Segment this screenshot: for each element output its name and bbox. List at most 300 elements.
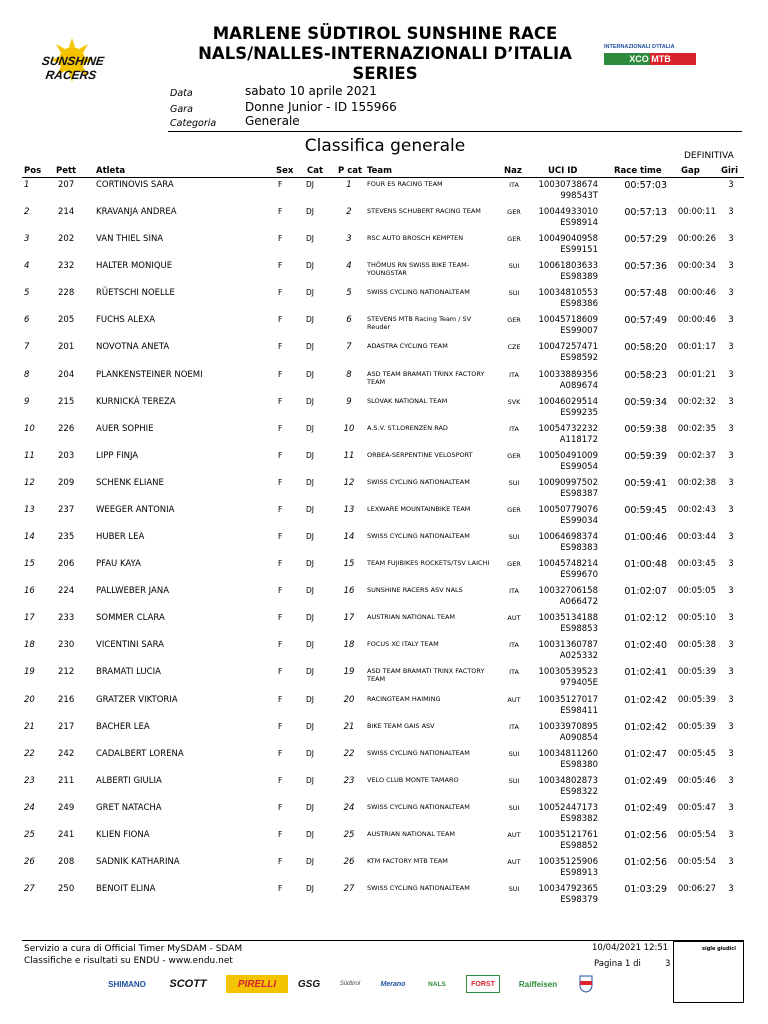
row-gap: 00:05:10 (677, 613, 716, 624)
sponsor-nals: NALS (428, 980, 446, 988)
row-uci-id-line1: 10052447173 (538, 802, 598, 813)
row-pcat: 13 (343, 504, 355, 515)
row-team: VELO CLUB MONTE TAMARO (367, 775, 459, 784)
row-uci-id-line2: ES98592 (560, 353, 598, 364)
row-naz: ITA (509, 587, 519, 596)
row-gap: 00:02:35 (677, 423, 716, 434)
row-giri: 3 (728, 504, 734, 515)
gara-value: Donne Junior - ID 155966 (245, 100, 397, 114)
sponsor-scott: SCOTT (169, 978, 207, 990)
row-naz: GER (507, 451, 521, 460)
row-gap: 00:00:11 (677, 207, 716, 218)
row-uci-id-line1: 10046029514 (538, 396, 598, 407)
row-athlete: RÜETSCHI NOELLE (96, 288, 175, 299)
sponsor-sudtirol: Südtirol (339, 981, 361, 987)
row-sex: F (278, 667, 283, 677)
row-pos: 4 (24, 261, 30, 272)
row-uci-id-line1: 10034810553 (538, 288, 598, 299)
row-team: RACINGTEAM HAIMING (367, 694, 441, 703)
row-giri: 3 (728, 640, 734, 651)
row-uci-id (530, 749, 598, 771)
row-race-time: 00:57:48 (624, 288, 667, 300)
table-row (0, 451, 768, 478)
row-athlete: GRET NATACHA (96, 802, 162, 813)
row-pcat: 18 (343, 640, 355, 651)
gara-label: Gara (170, 104, 193, 115)
row-athlete: VAN THIEL SINA (96, 234, 164, 245)
row-team: A.S.V. ST.LORENZEN RAD (367, 423, 448, 432)
row-pos: 11 (24, 450, 35, 461)
row-naz: ITA (509, 668, 519, 677)
row-sex: F (278, 775, 283, 785)
row-naz: SUI (508, 749, 520, 758)
row-uci-id (530, 424, 598, 446)
row-team: SWISS CYCLING NATIONALTEAM (367, 288, 470, 297)
row-team: ASD TEAM BRAMATI TRINX FACTORY TEAM (367, 667, 485, 684)
sponsor-shimano: SHIMANO (108, 979, 146, 989)
row-athlete: GRATZER VIKTORIA (96, 694, 178, 705)
row-uci-id (530, 478, 598, 500)
col-pcat: P cat (338, 166, 363, 176)
row-pett: 217 (58, 721, 75, 732)
table-row (0, 180, 768, 207)
row-giri: 3 (728, 396, 734, 407)
row-uci-id (530, 261, 598, 283)
logo-left-text: SUNSHINE RACERS (40, 54, 105, 82)
row-race-time: 00:59:45 (624, 504, 667, 516)
row-team: AUSTRIAN NATIONAL TEAM (367, 829, 456, 838)
row-naz: SUI (508, 803, 520, 812)
row-pos: 25 (24, 829, 35, 840)
row-naz: SUI (508, 776, 520, 785)
row-race-time: 00:57:36 (624, 261, 667, 273)
row-team: RSC AUTO BROSCH KEMPTEN (367, 234, 464, 243)
row-gap: 00:02:32 (677, 396, 716, 407)
col-team: Team (367, 166, 393, 176)
row-cat: DJ (306, 504, 314, 514)
row-race-time: 00:57:49 (624, 315, 667, 327)
row-gap: 00:00:34 (677, 261, 716, 272)
row-sex: F (278, 748, 283, 758)
row-athlete: PLANKENSTEINER NOEMI (96, 369, 203, 380)
table-row (0, 505, 768, 532)
row-cat: DJ (306, 802, 314, 812)
row-pett: 242 (58, 748, 75, 759)
row-pos: 27 (24, 884, 35, 895)
row-team: FOUR ES RACING TEAM (367, 180, 443, 188)
row-team: STEVENS MTB Racing Team / SV Reuder (367, 315, 472, 332)
row-race-time: 01:00:48 (624, 559, 667, 571)
table-row (0, 424, 768, 451)
row-giri: 3 (728, 423, 734, 434)
row-sex: F (278, 315, 283, 325)
row-cat: DJ (306, 315, 314, 325)
row-sex: F (278, 586, 283, 596)
row-pos: 22 (24, 748, 35, 759)
row-naz: ITA (509, 370, 519, 379)
row-giri: 3 (728, 559, 734, 570)
row-naz: SUI (508, 478, 520, 487)
row-naz: AUT (507, 858, 521, 866)
row-team: SLOVAK NATIONAL TEAM (367, 396, 448, 405)
row-sex: F (278, 829, 283, 839)
row-pcat: 7 (346, 342, 352, 353)
data-value: sabato 10 aprile 2021 (245, 84, 377, 98)
row-naz: CZE (507, 343, 521, 352)
row-race-time: 01:03:29 (624, 884, 667, 896)
row-uci-id-line2: ES98387 (560, 488, 598, 499)
row-uci-id-line2: ES98913 (560, 868, 598, 878)
row-race-time: 00:58:23 (624, 369, 667, 381)
row-pett: 202 (58, 234, 75, 245)
row-pos: 18 (24, 640, 35, 651)
col-giri: Giri (721, 166, 738, 176)
row-uci-id-line1: 10049040958 (538, 234, 598, 245)
row-race-time: 01:02:47 (624, 748, 667, 760)
row-giri: 3 (728, 369, 734, 380)
table-row (0, 803, 768, 830)
row-race-time: 01:02:49 (624, 775, 667, 787)
row-cat: DJ (306, 857, 314, 866)
row-pett: 204 (58, 369, 75, 380)
sponsor-forst: FORST (466, 975, 500, 993)
row-naz: GER (507, 316, 521, 325)
row-gap: 00:05:39 (677, 667, 716, 678)
row-naz: ITA (509, 641, 519, 650)
row-giri: 3 (728, 450, 734, 461)
row-pos: 10 (24, 423, 35, 434)
row-uci-id-line2: ES98411 (560, 705, 598, 716)
row-pcat: 24 (343, 802, 355, 813)
row-pos: 23 (24, 775, 35, 786)
row-cat: DJ (306, 640, 314, 650)
row-sex: F (278, 857, 283, 866)
table-row (0, 857, 768, 884)
status-label: DEFINITIVA (684, 151, 734, 161)
row-cat: DJ (306, 369, 314, 379)
row-uci-id (530, 559, 598, 581)
row-race-time: 01:02:42 (624, 721, 667, 733)
row-uci-id (530, 397, 598, 419)
row-pcat: 8 (346, 369, 352, 380)
footer-page-total: 3 (665, 959, 671, 969)
row-gap: 00:05:38 (677, 640, 716, 651)
row-pett: 230 (58, 640, 75, 651)
sponsor-pirelli: PIRELLI (226, 975, 288, 993)
row-gap: 00:03:45 (677, 559, 716, 570)
row-sex: F (278, 234, 283, 244)
row-naz: SUI (508, 533, 520, 542)
row-naz: GER (507, 560, 521, 569)
row-uci-id-line1: 10054732232 (538, 423, 598, 434)
row-cat: DJ (306, 234, 314, 244)
row-gap: 00:05:54 (677, 857, 716, 867)
row-team: SUNSHINE RACERS ASV NALS (367, 586, 463, 595)
row-uci-id (530, 586, 598, 608)
row-giri: 3 (728, 667, 734, 678)
row-uci-id-line2: ES99007 (560, 326, 598, 337)
row-uci-id (530, 613, 598, 635)
row-cat: DJ (306, 342, 314, 352)
sponsor-bolzano-crest (576, 970, 596, 998)
table-row (0, 830, 768, 857)
row-naz: ITA (509, 722, 519, 731)
row-athlete: PALLWEBER JANA (96, 586, 170, 597)
row-naz: SVK (507, 397, 521, 406)
row-race-time: 01:02:40 (624, 640, 667, 652)
row-uci-id-line1: 10031360787 (538, 640, 598, 651)
row-uci-id (530, 207, 598, 229)
row-athlete: NOVOTNA ANETA (96, 342, 170, 353)
row-uci-id (530, 722, 598, 744)
row-naz: AUT (507, 830, 521, 839)
row-race-time: 00:59:41 (624, 477, 667, 489)
col-sex: Sex (276, 166, 294, 176)
row-pos: 14 (24, 532, 35, 543)
row-naz: SUI (508, 885, 520, 894)
row-naz: SUI (508, 262, 520, 271)
row-uci-id-line2: ES98382 (560, 813, 598, 824)
row-giri: 3 (728, 234, 734, 245)
row-athlete: CORTINOVIS SARA (96, 180, 174, 190)
col-uci: UCI ID (548, 166, 578, 176)
row-uci-id-line1: 10035134188 (538, 613, 598, 624)
row-gap: 00:05:05 (677, 586, 716, 597)
row-athlete: WEEGER ANTONIA (96, 504, 175, 515)
sponsor-raiffeisen: Raiffeisen (518, 979, 558, 989)
row-pos: 26 (24, 857, 35, 867)
col-gap: Gap (681, 166, 700, 176)
row-pos: 16 (24, 586, 35, 597)
row-race-time: 00:57:29 (624, 234, 667, 246)
row-sex: F (278, 884, 283, 894)
row-giri: 3 (728, 288, 734, 299)
row-sex: F (278, 450, 283, 460)
row-uci-id (530, 803, 598, 825)
row-gap: 00:05:39 (677, 721, 716, 732)
row-giri: 3 (728, 180, 734, 190)
row-race-time: 00:58:20 (624, 342, 667, 354)
row-cat: DJ (306, 207, 314, 217)
table-row (0, 478, 768, 505)
row-cat: DJ (306, 775, 314, 785)
row-pcat: 14 (343, 532, 355, 543)
row-pett: 212 (58, 667, 75, 678)
row-pett: 209 (58, 477, 75, 488)
col-cat: Cat (307, 166, 324, 176)
footer-service: Servizio a cura di Official Timer MySDAM - SDAM (24, 944, 243, 954)
row-gap: 00:01:17 (677, 342, 716, 353)
row-cat: DJ (306, 396, 314, 406)
row-athlete: CADALBERT LORENA (96, 748, 184, 759)
row-gap: 00:03:44 (677, 532, 716, 543)
row-naz: AUT (507, 614, 521, 623)
row-race-time: 01:02:12 (624, 613, 667, 625)
row-pcat: 26 (343, 857, 355, 867)
table-row (0, 261, 768, 288)
row-uci-id (530, 370, 598, 392)
row-giri: 3 (728, 261, 734, 272)
row-uci-id (530, 342, 598, 364)
row-uci-id (530, 180, 598, 202)
row-pcat: 11 (343, 450, 355, 461)
row-athlete: HALTER MONIQUE (96, 261, 173, 272)
row-gap: 00:00:26 (677, 234, 716, 245)
row-uci-id-line2: ES98380 (560, 759, 598, 770)
row-gap: 00:05:54 (677, 829, 716, 840)
row-pos: 21 (24, 721, 35, 732)
row-sex: F (278, 613, 283, 623)
row-gap: 00:02:37 (677, 450, 716, 461)
row-giri: 3 (728, 207, 734, 218)
row-uci-id (530, 830, 598, 852)
row-team: AUSTRIAN NATIONAL TEAM (367, 613, 456, 622)
row-uci-id (530, 695, 598, 717)
row-cat: DJ (306, 748, 314, 758)
row-sex: F (278, 369, 283, 379)
row-uci-id-line2: ES98914 (560, 218, 598, 229)
row-pett: 226 (58, 423, 75, 434)
row-giri: 3 (728, 342, 734, 353)
row-naz: ITA (509, 424, 519, 433)
row-uci-id (530, 234, 598, 256)
row-gap: 00:05:46 (677, 775, 716, 786)
row-pett: 208 (58, 857, 75, 867)
row-giri: 3 (728, 775, 734, 786)
row-uci-id (530, 451, 598, 473)
row-athlete: KRAVANJA ANDREA (96, 207, 177, 218)
row-gap: 00:00:46 (677, 315, 716, 326)
row-team: ADASTRA CYCLING TEAM (367, 342, 448, 351)
row-sex: F (278, 640, 283, 650)
row-uci-id-line1: 10044933010 (538, 207, 598, 218)
row-pos: 20 (24, 694, 35, 705)
row-athlete: KLIEN FIONA (96, 829, 150, 840)
row-cat: DJ (306, 450, 314, 460)
row-cat: DJ (306, 477, 314, 487)
row-uci-id-line1: 10030738674 (538, 180, 598, 190)
table-row (0, 722, 768, 749)
row-pcat: 6 (346, 315, 352, 326)
row-pos: 24 (24, 802, 35, 813)
row-pett: 249 (58, 802, 75, 813)
table-row (0, 532, 768, 559)
row-giri: 3 (728, 884, 734, 895)
table-row (0, 559, 768, 586)
row-giri: 3 (728, 857, 734, 867)
row-race-time: 00:57:13 (624, 207, 667, 219)
row-uci-id-line2: ES98322 (560, 786, 598, 797)
row-uci-id (530, 532, 598, 554)
row-sex: F (278, 261, 283, 271)
row-athlete: SOMMER CLARA (96, 613, 165, 624)
title-line-3: SERIES (352, 64, 418, 83)
table-row (0, 315, 768, 342)
row-sex: F (278, 423, 283, 433)
col-time: Race time (614, 166, 662, 176)
logo-right-bottom: XCO MTB (629, 54, 671, 64)
row-giri: 3 (728, 721, 734, 732)
row-uci-id-line2: A066472 (559, 597, 598, 608)
row-uci-id-line2: ES99670 (560, 570, 598, 581)
row-team: SWISS CYCLING NATIONALTEAM (367, 532, 470, 541)
row-uci-id (530, 315, 598, 337)
row-team: ASD TEAM BRAMATI TRINX FACTORY TEAM (367, 369, 485, 386)
row-team: SWISS CYCLING NATIONALTEAM (367, 477, 470, 486)
row-cat: DJ (306, 613, 314, 623)
row-uci-id-line2: A089674 (559, 380, 598, 391)
table-row (0, 342, 768, 369)
row-uci-id-line1: 10032706158 (538, 586, 598, 597)
row-race-time: 01:02:56 (624, 857, 667, 868)
row-pcat: 16 (343, 586, 355, 597)
footer-page-label: Pagina 1 di (594, 959, 641, 969)
crest-icon (579, 975, 593, 993)
row-giri: 3 (728, 586, 734, 597)
row-pett: 214 (58, 207, 75, 218)
categoria-label: Categoria (170, 118, 217, 129)
row-pett: 215 (58, 396, 75, 407)
row-team: SWISS CYCLING NATIONALTEAM (367, 748, 470, 757)
sponsor-merano: Merano (380, 980, 406, 988)
row-uci-id-line1: 10045718609 (538, 315, 598, 326)
row-sex: F (278, 288, 283, 298)
row-pcat: 15 (343, 559, 355, 570)
row-pcat: 10 (343, 423, 355, 434)
row-pett: 207 (58, 180, 75, 190)
table-row (0, 749, 768, 776)
row-athlete: BACHER LEA (96, 721, 150, 732)
row-pcat: 20 (343, 694, 355, 705)
row-uci-id-line1: 10090997502 (538, 477, 598, 488)
row-pcat: 2 (346, 207, 352, 218)
row-pett: 237 (58, 504, 75, 515)
row-cat: DJ (306, 586, 314, 596)
row-pos: 17 (24, 613, 35, 624)
row-sex: F (278, 207, 283, 217)
row-uci-id-line1: 10034802873 (538, 775, 598, 786)
row-uci-id-line2: ES98383 (560, 543, 598, 554)
row-giri: 3 (728, 694, 734, 705)
categoria-value: Generale (245, 114, 300, 128)
row-pos: 5 (24, 288, 30, 299)
row-athlete: SADNIK KATHARINA (96, 857, 180, 867)
row-pcat: 22 (343, 748, 355, 759)
row-uci-id-line2: ES98386 (560, 299, 598, 310)
row-uci-id (530, 288, 598, 310)
row-naz: ITA (509, 181, 519, 189)
row-pett: 250 (58, 884, 75, 895)
row-uci-id-line1: 10050491009 (538, 450, 598, 461)
row-sex: F (278, 559, 283, 569)
row-athlete: BENOIT ELINA (96, 884, 156, 895)
classifica-title: Classifica generale (304, 136, 466, 156)
internazionali-italia-logo (604, 44, 696, 74)
row-pett: 211 (58, 775, 75, 786)
row-gap: 00:06:27 (677, 884, 716, 895)
table-row (0, 884, 768, 911)
row-athlete: AUER SOPHIE (96, 423, 154, 434)
sigle-giudici-label: sigle giudici (702, 946, 736, 952)
row-uci-id-line1: 10034792365 (538, 884, 598, 895)
row-team: FOCUS XC ITALY TEAM (367, 640, 439, 649)
table-row (0, 234, 768, 261)
row-naz: GER (507, 235, 521, 244)
row-gap: 00:05:45 (677, 748, 716, 759)
row-cat: DJ (306, 261, 314, 271)
row-uci-id-line1: 10030539523 (538, 667, 598, 678)
row-cat: DJ (306, 721, 314, 731)
